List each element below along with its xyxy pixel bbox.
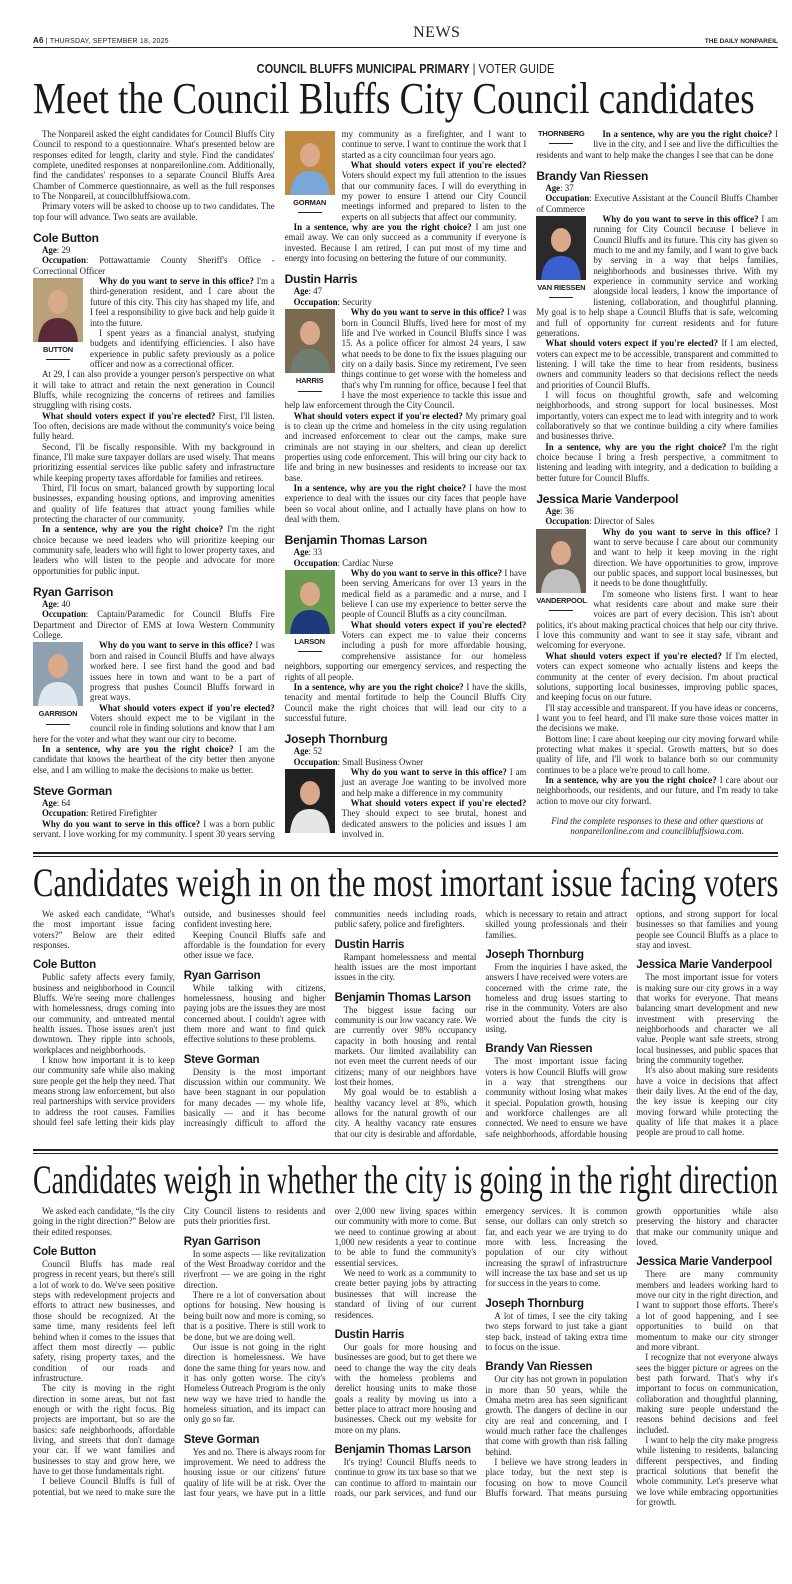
answer-paragraph xyxy=(33,483,275,524)
answer-text: Voters can expect me to value their concerns including a push for more affordable housing, comprehensive assistance for our homeless neighbors, supporting our emergency services, and respecting the rights of all people. xyxy=(284,630,527,682)
answer-text: They should expect to see brutal, honest and dedicated answers to the policies and issues I am involved in. xyxy=(341,808,527,839)
headshot-image xyxy=(285,131,335,195)
answer-paragraph xyxy=(33,524,275,576)
answer-text: I live in the city, and I see and live the difficulties the residents and want to help make the changes I see that can be done xyxy=(536,129,778,160)
question: What should voters expect if you're elected? xyxy=(545,338,719,349)
candidate-age: Age: 33 xyxy=(293,547,323,558)
occupation-label: Occupation xyxy=(545,516,590,527)
question: Why do you want to serve in this office? xyxy=(99,640,253,651)
candidate-occupation: Occupation: Captain/Paramedic for Council Bluffs Fire Department and Director of EMS at Iowa Western Community College. xyxy=(33,609,275,641)
intro-paragraph: We asked each candidate, “Is the city going in the right direction?” Below are their edited responses. xyxy=(33,1206,175,1237)
candidate-photo-3 xyxy=(285,131,335,213)
answer-paragraph xyxy=(536,651,778,703)
candidate-name: Ryan Garrison xyxy=(183,969,261,982)
answer-text: I will focus on thoughtful growth, safe and welcoming neighborhoods, and strong support for local businesses. Most importantly, voters can expect me to lead with integrity and to work collaboratively so that we continue building a city where families and businesses thrive. xyxy=(536,389,778,442)
answer-text: I am running for City Council because I believe in Council Bluffs and its future. This city has given so much to me and my family, and I want to give back by serving in a way that helps families, neighborhoods and businesses thrive. With my experience in community service and working alongside local leaders, I know the importance of listening, collaboration, and thoughtful planning. My goal is to help shape a Council Bluffs that is safe, welcoming and full of opportunity for current residents and for future generations. xyxy=(536,214,778,338)
candidate-occupation: Occupation: Pottawattamie County Sheriff's Office - Correctional Officer xyxy=(33,255,275,276)
candidate-name: Jessica Marie Vanderpool xyxy=(636,1256,773,1269)
question: In a sentence, why are you the right choice? xyxy=(42,524,224,535)
candidate-profiles xyxy=(33,129,778,842)
intro-paragraph: We asked each candidate, “What's the most important issue facing voters?” Below are their edited responses. xyxy=(33,908,175,950)
answer-text: My primary goal is to clean up the crime and homeless in the city using regulation and increased enforcement to clear out the camps, make sure criminals are not staying in our shelters, and clean up derelict properties using code enforcement. This will bring our city back to life and bring in new businesses and residents to increase our tax base. xyxy=(284,410,527,483)
candidate-name: Benjamin Thomas Larson xyxy=(284,533,427,548)
question: In a sentence, why are you the right choice? xyxy=(545,774,717,785)
answer-paragraph: I know how important it is to keep our community safe while also making sure people get the help they need. That means strong law enforcement, but also real partnerships with service providers to address the root causes. Families should feel safe letting their kids play outside, and businesses should feel confident investing here. xyxy=(33,908,326,1128)
answer-paragraph xyxy=(536,338,778,390)
question: What should voters expect if you're elected? xyxy=(545,650,722,661)
answer-text: I want to serve because I care about our community and want to help it keep moving in the right direction. We have opportunities to grow, improve our public spaces, and support local businesses, but it needs to be done thoughtfully. xyxy=(593,526,778,589)
occupation-label: Occupation xyxy=(545,193,590,204)
answer-text: Second, I'll be fiscally responsible. With my background in finance, I'll make sure taxpayer dollars are used wisely. That means prioritizing essential services like public safety and infrastructure while keeping property taxes affordable for families and retirees. xyxy=(33,441,275,483)
answer-paragraph: There re a lot of conversation about options for housing. New housing is being built now and more is coming, so that is a positive. There is still work to be done, but we are doing well. xyxy=(183,1290,326,1342)
answer-paragraph xyxy=(285,483,527,524)
candidate-name: Dustin Harris xyxy=(334,1328,405,1341)
answer-paragraph: I want to help the city make progress while listening to residents, balancing different perspectives, and finding practical solutions that benefit the whole community. Let's preserve what we love while embracing opportunities for growth. xyxy=(636,1434,778,1507)
occupation-label: Occupation xyxy=(293,756,338,767)
question: Why do you want to serve in this office? xyxy=(350,766,507,777)
answer-paragraph: We need to work as a community to create better paying jobs by attracting businesses that will increase the standard of living of our current residences. xyxy=(334,1268,477,1320)
answer-text: At 29, I can also provide a younger person's perspective on what it will take to attract and retain the next generation in Council Bluffs, while recognizing the concerns of retirees and families struggling with rising costs. xyxy=(33,369,275,411)
candidate-profile xyxy=(536,169,778,483)
age-value: 37 xyxy=(564,183,574,194)
headshot-image xyxy=(536,216,586,280)
question: What should voters expect if you're elected? xyxy=(350,160,527,171)
photo-caption: GORMAN xyxy=(293,198,327,207)
answer-paragraph xyxy=(33,369,275,410)
answer-paragraph xyxy=(536,734,778,775)
candidate-profile xyxy=(33,231,275,576)
answer-text: I have the most experience to deal with the issues our city faces that people have been so vocal about online, and I actually have plans on how to deal with them. xyxy=(284,483,527,525)
candidate-response xyxy=(485,1297,627,1352)
answer-text: Voters should expect me to be vigilant in the council role in finding solutions and know that I am here for the voter and what they want our city to become. xyxy=(33,712,275,744)
caption-rule xyxy=(46,359,70,360)
candidate-name: Cole Button xyxy=(33,959,96,972)
occupation-value: Security xyxy=(342,296,372,307)
page-info: A6 | THURSDAY, SEPTEMBER 18, 2025 xyxy=(33,36,169,45)
answer-paragraph xyxy=(33,411,275,442)
answer-paragraph: Public safety affects every family, business and neighborhood in Council Bluffs. We're seeing more challenges with homelessness, drugs coming into our community, and untreated mental health issues. Those issues aren't just downtown. They ripple into schools, workplaces and neighborhoods. xyxy=(33,972,175,1055)
answer-text: I was a born public servant. I love working for my community. I spent 30 years serving my community as a firefighter, and I want to continue to serve. I want to continue the work that I started as a city councilman four years ago. xyxy=(33,129,527,839)
candidate-name: Steve Gorman xyxy=(183,1433,260,1446)
section-divider xyxy=(33,852,778,857)
answer-text: I was born in Council Bluffs, lived here for most of my life and I've worked in Council Bluffs since I was 15. As a police officer for almost 24 years, I saw what needs to be done to fix the issues plaguing our city on a daily basis. Since my retirement, I've seen things continue to get worse with the homeless and that's why I'm running for office, because I feel that I have the most experience to tackle this issue and help law enforcement through the City Council. xyxy=(284,307,527,411)
question: Why do you want to serve in this office? xyxy=(42,818,201,829)
intro xyxy=(33,129,275,222)
age-label: Age xyxy=(293,746,309,757)
age-value: 29 xyxy=(61,245,71,256)
occupation-label: Occupation xyxy=(293,557,338,568)
answer-text: I'm the right choice because I bring a fresh perspective, a commitment to listening and leading with integrity, and a dedication to building a better future for Council Bluffs. xyxy=(536,441,778,483)
answer-text: I am the candidate that knows the heartbeat of the city better then anyone else, and I am willing to make the decisions to make us better. xyxy=(33,743,275,775)
caption-rule xyxy=(549,297,573,298)
intro-paragraph: Primary voters will be asked to choose up to two candidates. The top four will advance. Two seats are available. xyxy=(33,201,275,222)
age-value: 36 xyxy=(564,506,574,516)
age-value: 64 xyxy=(61,797,71,808)
candidate-photo-1 xyxy=(33,278,83,360)
answer-text: I'm someone who listens first. I want to hear what residents care about and make sure their voices are part of every decision. This isn't about politics, it's about making practical choices that help our city thrive. I love this community and want to see it stay safe, vibrant and welcoming for everyone. xyxy=(536,588,778,651)
answer-paragraph: The most important issue facing voters is how Council Bluffs will grow in a way that strengthens our community without losing what makes it special. Population growth, housing and workforce challenges are all connected. We need to ensure we have safe neighborhoods, affordable housing options, and strong support for local businesses so that families and young people see Council Bluffs as a place to stay and invest. xyxy=(485,908,778,1139)
answer-text: I was born and raised in Council Bluffs and have always worked here. I see first hand the good and bad issues here in town and want to be a part of progress that pushes Council Bluffs forward in great ways. xyxy=(90,640,275,703)
candidate-response xyxy=(636,958,778,1138)
candidate-photo-5 xyxy=(285,570,335,652)
answer-paragraph xyxy=(285,682,527,723)
photo-caption: GARRISON xyxy=(38,709,78,719)
candidate-name: Cole Button xyxy=(33,231,99,246)
candidate-photo-2 xyxy=(33,642,83,724)
answer-paragraph: Our issue is not going in the right direction is homelessness. We have done the same thing for years now. and it has only gotten worse. The city's Homeless Outreach Program is the only new way we have tried to handle the homeless situation, and its impact can only go so far. xyxy=(183,1341,326,1425)
page-number: A6 xyxy=(33,36,44,45)
issue-headline: Candidates weigh in on the most imortant issue facing voters xyxy=(33,859,779,905)
answer-text: Third, I'll focus on smart, balanced growth by supporting local businesses, expanding housing options, and improving amenities and quality of life features that attract young families while protecting the character of our community. xyxy=(33,483,275,525)
kicker-secondary: VOTER GUIDE xyxy=(478,62,555,76)
candidate-age: Age: 37 xyxy=(545,183,574,194)
age-label: Age xyxy=(293,286,309,297)
question: Why do you want to serve in this office? xyxy=(602,214,759,225)
answer-paragraph: Density is the most important discussion within our community. We have been stagnant in our population for many decades — my whole life, basically — and it has become increasingly difficult to afford the communities needs including roads, public safety, police and firefighters. xyxy=(183,908,477,1129)
answer-paragraph xyxy=(285,411,527,483)
candidate-name: Dustin Harris xyxy=(284,272,358,287)
answer-text: Voters should expect my full attention to the issues that our community faces. I will do everything in my power to ensure I attend our City Council meetings informed and prepared to listen to the experts on all subjects that affect our community. xyxy=(341,170,527,222)
question: Why do you want to serve in this office? xyxy=(350,568,503,579)
age-value: 33 xyxy=(313,547,323,558)
answer-paragraph xyxy=(33,442,275,483)
candidate-response xyxy=(485,948,627,1034)
candidate-age: Age: 29 xyxy=(42,245,71,256)
candidate-name: Joseph Thornburg xyxy=(284,732,388,747)
occupation-value: Executive Assistant at the Council Bluffs Chamber of Commerce xyxy=(536,193,778,214)
age-label: Age xyxy=(42,797,57,808)
question: Why do you want to serve in this office? xyxy=(602,526,771,537)
occupation-value: Pottawattamie County Sheriff's Office - Correctional Officer xyxy=(33,255,275,276)
occupation-label: Occupation xyxy=(42,609,86,620)
answer-paragraph: It's also about making sure residents have a voice in decisions that affect their daily lives. At the end of the day, the key issue is keeping our city moving forward while protecting the quality of life that makes it a place people are proud to call home. xyxy=(636,1065,778,1138)
candidate-name: Steve Gorman xyxy=(183,1053,260,1066)
candidate-name: Jessica Marie Vanderpool xyxy=(636,959,773,972)
candidate-occupation: Occupation: Director of Sales xyxy=(545,516,655,527)
answer-paragraph: The biggest issue facing our community is our low vacancy rate. We are currently over 98% occupancy capacity in both housing and rental markets. Our limited availability can not even meet the current needs of our citizens; many of our neighbors have lost their homes. xyxy=(334,1004,477,1087)
answer-text: First, I'll listen. Too often, decisions are made without the community's voice being fully heard. xyxy=(33,410,275,442)
answer-paragraph: Council Bluffs has made real progress in recent years, but there's still a lot of work to do. We've seen positive steps with redevelopment projects and efforts to attract new businesses, and those should be recognized. At the same time, many residents feel left behind when it comes to the issues that affect them most directly — public safety, rising property taxes, and the condition of our roads and infrastructure. xyxy=(33,1259,175,1383)
candidate-profile xyxy=(285,272,527,524)
candidate-profile xyxy=(285,533,527,723)
headline-wrap xyxy=(33,74,778,123)
candidate-name: Benjamin Thomas Larson xyxy=(334,991,471,1004)
candidate-response xyxy=(335,1328,477,1435)
paper-name: THE DAILY NONPAREIL xyxy=(704,38,778,45)
answer-paragraph xyxy=(536,442,778,483)
candidate-photo-8 xyxy=(536,529,586,611)
answer-text: I have the skills, tenacity and mental fortitude to help the Council Bluffs City Council make the right choices that will lead our city to a successful future. xyxy=(284,681,527,723)
answer-text: I am just one email away. We can only succeed as a community if everyone is invested. Because I am retired, I can put most of my time and energy into focusing on bettering the future of our community. xyxy=(284,222,527,264)
candidate-age: Age: 64 xyxy=(42,797,71,808)
candidate-name: Jessica Marie Vanderpool xyxy=(536,492,679,506)
headshot-image xyxy=(285,570,335,634)
question: Why do you want to serve in this office? xyxy=(99,276,254,287)
age-value: 40 xyxy=(61,599,71,610)
answer-paragraph xyxy=(536,775,778,806)
candidate-age: Age: 47 xyxy=(293,286,323,297)
age-value: 52 xyxy=(313,746,323,757)
answer-paragraph: It's trying! Council Bluffs needs to continue to grow its tax base so that we can continue to afford to maintain our roads, our park services, and fund our emergency services. It is common sense, our dollars can only stretch so far, and each year we are trying to do more with less. Increasing the population of our city without increasing the sprawl of infrastructure will increase the tax base and set us up for success in the years to come. xyxy=(334,1206,628,1498)
occupation-value: Captain/Paramedic for Council Bluffs Fire Department and Director of EMS at Iowa Western Community College. xyxy=(33,609,275,641)
candidate-name: Brandy Van Riessen xyxy=(536,169,649,184)
candidate-age: Age: 36 xyxy=(545,506,574,516)
question: In a sentence, why are you the right choice? xyxy=(42,743,234,754)
answer-paragraph: Our goals for more housing and businesses are good, but to get there we need to change the way the city deals with the homeless problems and derelict housing units to make those goals a reality by moving us into a better place to attract more housing and businesses. Check out my website for more on my plans. xyxy=(334,1341,477,1435)
candidate-occupation: Occupation: Cardiac Nurse xyxy=(293,557,394,568)
kicker-primary: COUNCIL BLUFFS MUNICIPAL PRIMARY xyxy=(256,62,470,76)
age-label: Age xyxy=(42,599,57,610)
caption-rule xyxy=(298,651,322,652)
candidate-name: Joseph Thornburg xyxy=(485,1297,584,1310)
caption-rule xyxy=(549,610,573,611)
answer-paragraph: There are many community members and leaders working hard to move our city in the right direction, and I want to support those efforts. There's a lot of good happening, and I see opportunities to build on that momentum to make our city stronger and more vibrant. xyxy=(636,1269,778,1352)
question: In a sentence, why are you the right choice? xyxy=(545,441,727,452)
question: What should voters expect if you're elected? xyxy=(42,410,216,421)
answer-paragraph: The most important issue for voters is making sure our city grows in a way that works for everyone. That means balancing smart development and new investment with preserving the neighborhoods and character we all value. People want safe streets, strong local businesses, and public spaces that bring the community together. xyxy=(636,972,778,1065)
photo-caption: HARRIS xyxy=(295,376,324,386)
answer-paragraph: Keeping Council Bluffs safe and affordable is the foundation for every other issue we face. xyxy=(183,929,326,961)
candidate-profile xyxy=(536,492,778,806)
question: In a sentence, why are you the right choice? xyxy=(293,483,467,493)
occupation-label: Occupation xyxy=(42,255,86,266)
caption-rule xyxy=(298,212,322,213)
candidate-name: Joseph Thornburg xyxy=(485,948,584,961)
answer-text: I'm the right choice because we need leaders who will prioritize keeping our community safe, leaders who will fight to lower property taxes, and leaders who will listen to the people and advocate for more opportunities for public input. xyxy=(33,524,275,576)
photo-caption: VAN RIESSEN xyxy=(537,283,586,293)
answer-paragraph xyxy=(33,744,275,775)
candidate-occupation: Occupation: Executive Assistant at the Council Bluffs Chamber of Commerce xyxy=(536,193,778,214)
answer-paragraph: From the inquiries I have asked, the answers I have received were voters are concerned with the crime rate, the homeless and drug issues starting to rise in the community. Voters are also worried about the funds the city is using. xyxy=(485,961,628,1034)
photo-caption: VANDERPOOL xyxy=(536,595,587,605)
candidate-name: Ryan Garrison xyxy=(183,1235,261,1248)
candidate-name: Brandy Van Riessen xyxy=(485,1043,593,1056)
occupation-value: Retired Firefighter xyxy=(90,808,157,819)
occupation-value: Director of Sales xyxy=(593,516,655,527)
occupation-label: Occupation xyxy=(293,296,338,307)
candidate-age: Age: 40 xyxy=(42,599,71,610)
candidate-occupation: Occupation: Retired Firefighter xyxy=(42,808,157,819)
answer-text: I have been serving Americans for over 13 years in the medical field as a paramedic and a nurse, and I believe I can use my experience to better serve the people of Council Bluffs as a city councilman. xyxy=(341,568,527,620)
question: What should voters expect if you're elected? xyxy=(293,410,463,421)
photo-caption: BUTTON xyxy=(43,345,73,355)
candidate-name: Cole Button xyxy=(33,1246,96,1259)
answer-text: I am just an average Joe wanting to be involved more and help make a difference in my community xyxy=(341,766,527,798)
answer-paragraph: My goal would be to establish a healthy vacancy level at 8%, which allows for the natural growth of our city. A healthy vacancy rate ensures that our city is desirable and affordable, which is necessary to retain and attract skilled young professionals and their families. xyxy=(334,908,628,1139)
headshot-image xyxy=(33,278,83,342)
kicker: COUNCIL BLUFFS MUNICIPAL PRIMARY | VOTER GUIDE xyxy=(256,62,555,76)
important-issue-responses xyxy=(33,909,778,1139)
photo-caption: LARSON xyxy=(294,637,325,647)
answer-paragraph xyxy=(536,703,778,734)
age-label: Age xyxy=(293,547,309,558)
caption-rule xyxy=(549,143,573,144)
photo-caption: THORNBERG xyxy=(538,129,585,138)
answer-paragraph xyxy=(285,222,527,263)
age-label: Age xyxy=(42,245,57,256)
question: What should voters expect if you're elected? xyxy=(350,619,527,630)
age-label: Age xyxy=(545,183,561,194)
occupation-value: Cardiac Nurse xyxy=(342,557,394,568)
answer-paragraph: I recognize that not everyone always sees the bigger picture or agrees on the best path forward. That's why it's important to focus on communication, collaboration and thoughtful planning, making sure people understand the reasons behind decisions and feel included. xyxy=(636,1352,778,1435)
candidate-response xyxy=(184,969,326,1045)
candidate-age: Age: 52 xyxy=(293,746,323,757)
candidate-response xyxy=(184,1235,326,1425)
candidate-name: Steve Gorman xyxy=(33,783,112,798)
answer-paragraph: I believe we have strong leaders in place today, but the next step is focusing on how to move Council Bluffs forward. That means pursuing growth opportunities while also preserving the history and character that make our community unique and loved. xyxy=(485,1206,778,1498)
answer-text: I care about our neighborhoods, our residents, and our future, and I'm ready to take action to move our city forward. xyxy=(536,774,778,806)
question: In a sentence, why are you the right choice? xyxy=(602,129,773,139)
candidate-name: Benjamin Thomas Larson xyxy=(334,1443,471,1456)
headshot-image xyxy=(33,642,83,706)
candidate-photo-7 xyxy=(536,216,586,298)
age-label: Age xyxy=(545,506,561,516)
headshot-image xyxy=(285,769,335,833)
answer-text: I'm a third-generation resident, and I care about the future of this city. This city has shaped my life, and I feel a responsibility to give back and help guide it into the future. xyxy=(90,276,275,328)
answer-paragraph: Rampant homelessness and mental health issues are the most important issues in the city. xyxy=(334,951,477,983)
candidate-name: Dustin Harris xyxy=(334,938,405,951)
direction-headline: Candidates weigh in whether the city is going in the right direction xyxy=(33,1157,778,1203)
question: What should voters expect if you're elected? xyxy=(99,702,275,713)
question: Why do you want to serve in this office? xyxy=(350,307,505,318)
answer-paragraph: The city is moving in the right direction in some areas, but not fast enough or with the right focus. Big projects are important, but so are the basics: safe neighborhoods, affordable living, and streets that don't damage your car. If we want families and businesses to stay and grow here, we have to get those fundamentals right. xyxy=(33,1383,175,1476)
answer-text: I spent years as a financial analyst, studying budgets and identifying efficiencies. I also have experience in public safety previously as a police officer and now as a correctional officer. xyxy=(90,327,275,369)
candidate-photo-4 xyxy=(285,309,335,391)
occupation-value: Small Business Owner xyxy=(342,756,424,767)
candidate-response xyxy=(636,1255,778,1507)
answer-text: If I am elected, voters can expect me to be accessible, transparent and committed to listening. I will take the time to hear from residents, business owners and community leaders so that decisions reflect the needs and priorities of Council Bluffs. xyxy=(536,338,778,390)
answer-paragraph: Yes and no. There is always room for improvement. We need to address the housing issue or our citizens' future quality of life will be at risk. Over the last four years, we have put in a little over 2,000 new living spaces within our community with more to come. But we need to continue growing at about 1,000 new residents a year to continue to be able to fund the community's essential services. xyxy=(183,1206,477,1498)
main-headline: Meet the Council Bluffs City Council candidates xyxy=(33,74,755,123)
answer-text: If I'm elected, voters can expect someone who actually listens and keeps the community at the center of every decision. I'm about practical solutions, supporting local businesses, improving public spaces, and keeping focus on our future. xyxy=(536,650,778,703)
question: In a sentence, why are you the right choice? xyxy=(293,222,472,233)
answer-paragraph: A lot of times, I see the city taking two steps forward to just take a giant step back, instead of taking extra time to focus on the issue. xyxy=(485,1310,628,1352)
answer-paragraph: While talking with citizens, homelessness, housing and higher paying jobs are the issues they are most concerned about. I couldn't agree with them more and want to find quick effective solutions to these problems. xyxy=(183,982,326,1045)
answer-text: I'll stay accessible and transparent. If you have ideas or concerns, I want you to feel heard, and I'll make sure those voices matter in the decisions we make. xyxy=(536,702,778,734)
headshot-image xyxy=(285,309,335,373)
occupation-label: Occupation xyxy=(42,808,86,819)
question: In a sentence, why are you the right choice? xyxy=(293,681,464,692)
issue-date: THURSDAY, SEPTEMBER 18, 2025 xyxy=(49,38,169,45)
masthead-bar xyxy=(33,0,778,48)
intro-paragraph: The Nonpareil asked the eight candidates for Council Bluffs City Council to respond to a questionnaire. What's presented below are responses edited for length, clarity and style. Find the candidates' complete, unedited responses at nonpareilonline.com. Additionally, find the candidates' responses to a separate Council Bluffs Area Chamber of Commerce questionnaire, as well as the full responses to The Nonpareil, at councilbluffsiowa.com. xyxy=(33,129,275,202)
candidate-name: Brandy Van Riessen xyxy=(485,1361,593,1374)
candidate-response xyxy=(335,938,477,983)
answer-paragraph xyxy=(536,390,778,442)
headshot-image xyxy=(536,529,586,593)
candidate-occupation: Occupation: Small Business Owner xyxy=(293,756,424,767)
answer-paragraph: Our city has not grown in population in more than 50 years, while the Omaha metro area has seen significant growth. The dangers of decline in our city are real and concerning, and I would much rather face the challenges that come with growth than risk falling behind. xyxy=(485,1374,628,1457)
section-name: NEWS xyxy=(413,24,461,41)
answer-text: Bottom line: I care about keeping our city moving forward while protecting what makes it special. Growth matters, but so does quality of life, and I'll work to balance both so our community continues to be a place we're proud to call home. xyxy=(536,733,778,775)
footer-note: Find the complete responses to these and other questions at nonpareilonline.com and councilbluffsiowa.com. xyxy=(551,815,764,837)
age-value: 47 xyxy=(313,286,323,297)
answer-paragraph: In some aspects — like revitalization of the West Broadway corridor and the riverfront — we are going in the right direction. xyxy=(183,1248,326,1290)
question: What should voters expect if you're elected? xyxy=(350,797,527,808)
section-divider xyxy=(33,1149,778,1154)
city-direction-responses xyxy=(33,1206,778,1507)
caption-rule xyxy=(298,391,322,392)
caption-rule xyxy=(46,724,70,725)
candidate-profile xyxy=(33,585,275,775)
answer-paragraph: I believe Council Bluffs is full of potential, but we need to make sure the City Council listens to residents and puts their priorities first. xyxy=(33,1206,326,1497)
candidate-name: Ryan Garrison xyxy=(33,585,114,600)
candidate-occupation: Occupation: Security xyxy=(293,296,372,307)
